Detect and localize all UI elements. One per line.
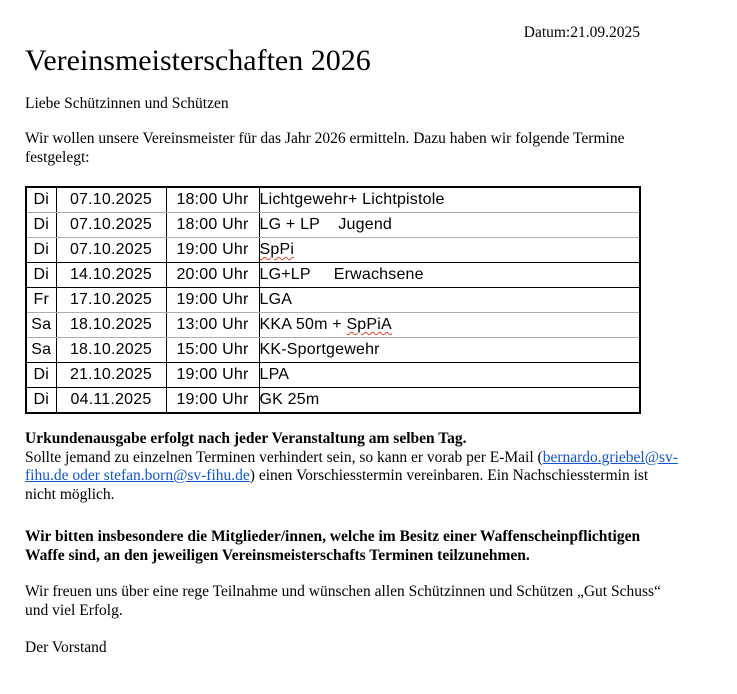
cell-day: Di — [26, 363, 56, 388]
cell-date: 18.10.2025 — [56, 338, 166, 363]
contact-text: nicht möglich. — [25, 485, 115, 503]
cell-date: 18.10.2025 — [56, 313, 166, 338]
date-label: Datum:21.09.2025 — [523, 24, 640, 41]
weapon-request-line: Wir bitten insbesondere die Mitglieder/innen, welche im Besitz einer Waffenscheinpflichtigen — [25, 528, 641, 545]
cell-time: 18:00 Uhr — [166, 213, 259, 238]
cell-day: Di — [33, 390, 49, 408]
contact-text: ) einen Vorschiesstermin vereinbaren. Ein Nachschiesstermin ist — [249, 467, 649, 484]
signature: Der Vorstand — [25, 639, 107, 656]
cell-event: KKA 50m + SpPiA — [259, 313, 640, 338]
table-row — [26, 263, 640, 288]
table-row — [26, 187, 640, 213]
table-row — [26, 288, 640, 313]
cell-event: LGA — [259, 288, 640, 313]
cell-day: Di — [26, 213, 56, 238]
cell-time: 19:00 Uhr — [166, 238, 259, 263]
schedule-table-body — [26, 187, 640, 413]
table-row — [26, 338, 640, 363]
cell-date: 07.10.2025 — [56, 213, 166, 238]
cell-day: Di — [26, 238, 56, 263]
weapon-request-paragraph — [25, 528, 703, 565]
cell-date: 07.10.2025 — [56, 187, 166, 213]
spellcheck-underline: SpPiA — [346, 315, 392, 333]
email-link-bernardo-continued[interactable]: fihu.de — [25, 467, 69, 484]
table-row — [26, 313, 640, 338]
contact-line — [25, 467, 703, 486]
intro-paragraph — [25, 130, 703, 167]
table-row — [26, 363, 640, 388]
cell-event: LG + LP Jugend — [259, 213, 640, 238]
cell-time: 15:00 Uhr — [166, 338, 259, 363]
page-title: Vereinsmeisterschaften 2026 — [25, 43, 371, 77]
schedule-table — [25, 186, 641, 414]
cell-time: 19:00 Uhr — [166, 288, 259, 313]
document-page — [0, 24, 737, 658]
cell-day: Di — [26, 263, 56, 288]
contact-line — [25, 449, 703, 468]
table-row — [26, 213, 640, 238]
cell-time: 13:00 Uhr — [166, 313, 259, 338]
weapon-request-line: Waffe sind, an den jeweiligen Vereinsmeisterschafts Terminen teilzunehmen. — [25, 546, 530, 564]
cell-event: LPA — [259, 363, 640, 388]
cell-date: 17.10.2025 — [56, 288, 166, 313]
closing-paragraph — [25, 583, 703, 620]
cell-time: 19:00 Uhr — [166, 388, 259, 414]
cell-event: Lichtgewehr+ Lichtpistole — [259, 187, 640, 213]
cell-time: 20:00 Uhr — [166, 263, 259, 288]
contact-text: Sollte jemand zu einzelnen Terminen verhindert sein, so kann er vorab per E-Mail ( — [25, 448, 543, 466]
closing-line: und viel Erfolg. — [25, 601, 123, 619]
cell-event: KK-Sportgewehr — [259, 338, 640, 363]
cell-day: Di — [26, 187, 56, 213]
cell-day: Sa — [26, 313, 56, 338]
cell-time: 18:00 Uhr — [166, 187, 259, 213]
cell-event: LG+LP Erwachsene — [259, 263, 640, 288]
cell-event — [259, 238, 640, 263]
cell-time: 19:00 Uhr — [166, 363, 259, 388]
contact-line — [25, 486, 703, 505]
cell-date: 14.10.2025 — [56, 263, 166, 288]
contact-paragraph — [25, 449, 703, 505]
intro-line: festgelegt: — [25, 148, 90, 166]
cell-date: 21.10.2025 — [56, 363, 166, 388]
certificate-note: Urkundenausgabe erfolgt nach jeder Veranstaltung am selben Tag. — [25, 430, 467, 447]
cell-date: 04.11.2025 — [56, 388, 166, 414]
table-row — [26, 388, 640, 414]
cell-event: GK 25m — [259, 388, 640, 414]
cell-date: 07.10.2025 — [56, 238, 166, 263]
email-link-stefan[interactable]: stefan.born@sv-fihu.de — [103, 467, 250, 484]
salutation: Liebe Schützinnen und Schützen — [25, 94, 229, 112]
link-run-text: oder — [68, 467, 104, 484]
table-row — [26, 238, 640, 263]
spellcheck-underline: SpPi — [259, 240, 295, 258]
cell-day: Fr — [26, 288, 56, 313]
intro-line: Wir wollen unsere Vereinsmeister für das Jahr 2026 ermitteln. Dazu haben wir folgende Termine — [25, 130, 625, 147]
cell-day: Sa — [26, 338, 56, 363]
closing-line: Wir freuen uns über eine rege Teilnahme und wünschen allen Schützinnen und Schützen „Gut Schuss“ — [25, 583, 661, 600]
email-link-bernardo[interactable]: bernardo.griebel@sv- — [542, 448, 678, 466]
